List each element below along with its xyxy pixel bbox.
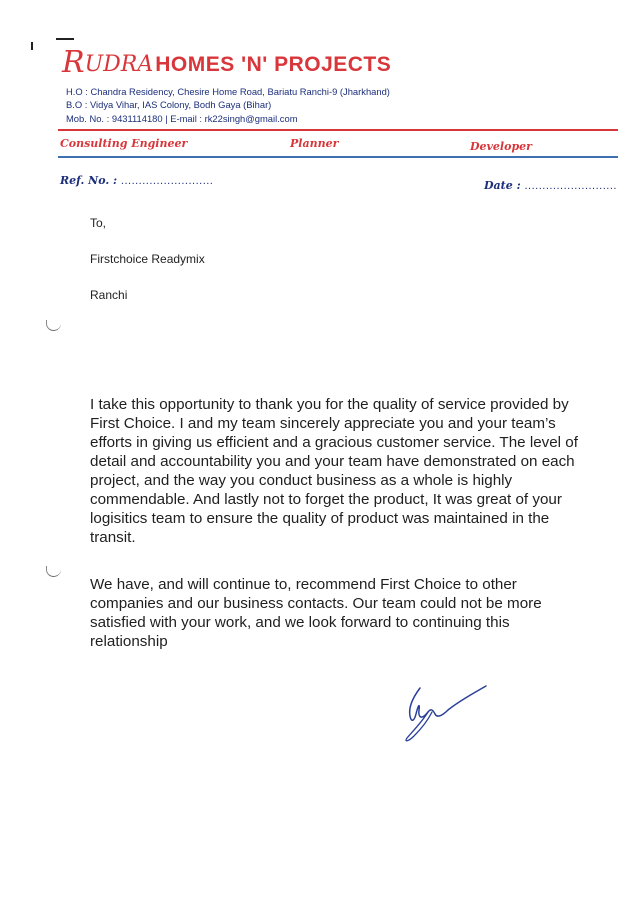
role-consulting-engineer: Consulting Engineer	[60, 137, 188, 150]
letterhead-rule-top	[58, 129, 618, 131]
date-dots: ..........................	[524, 180, 617, 192]
logo-brand: UDRA	[84, 52, 154, 77]
company-logo	[62, 45, 392, 80]
branch-office-address: B.O : Vidya Vihar, IAS Colony, Bodh Gaya (Bihar)	[66, 99, 272, 110]
ref-dots: ..........................	[120, 175, 214, 187]
body-paragraph-1: I take this opportunity to thank you for the quality of service provided by First Choice. I and my team sincerely appreciate you and your team’s efforts in giving us efficient and a gracious customer service. The level of detail and accountability you and your team have demonstrated on each project, and the way you conduct business as a whole is highly commendable. And lastly not to forget the product, It was great of your logisitics team to ensure the quality of product was maintained in the transit.	[90, 396, 578, 546]
scan-mark-left	[31, 42, 33, 50]
scan-mark-top	[56, 38, 74, 40]
recipient-city: Ranchi	[90, 288, 128, 302]
body-paragraph-2: We have, and will continue to, recommend First Choice to other companies and our business contacts. Our team could not be more satisfied with your work, and we look forward to continuing this relationship	[90, 576, 542, 650]
role-planner: Planner	[290, 137, 339, 150]
company-name: HOMES 'N' PROJECTS	[155, 53, 392, 76]
recipient-name: Firstchoice Readymix	[90, 252, 205, 266]
punch-hole-mark	[46, 566, 61, 577]
date-label: Date :	[484, 179, 521, 192]
ref-number-field	[60, 174, 213, 187]
role-developer: Developer	[470, 140, 532, 153]
ref-label: Ref. No. :	[60, 174, 118, 187]
logo-mark: R	[62, 45, 85, 80]
punch-hole-mark	[46, 320, 61, 331]
contact-details: Mob. No. : 9431114180 | E-mail : rk22singh@gmail.com	[66, 113, 298, 124]
head-office-address: H.O : Chandra Residency, Chesire Home Road, Bariatu Ranchi-9 (Jharkhand)	[66, 86, 390, 97]
letterhead-rule-bottom	[58, 156, 618, 158]
date-field	[484, 179, 617, 192]
salutation: To,	[90, 216, 107, 230]
signature	[398, 682, 494, 744]
